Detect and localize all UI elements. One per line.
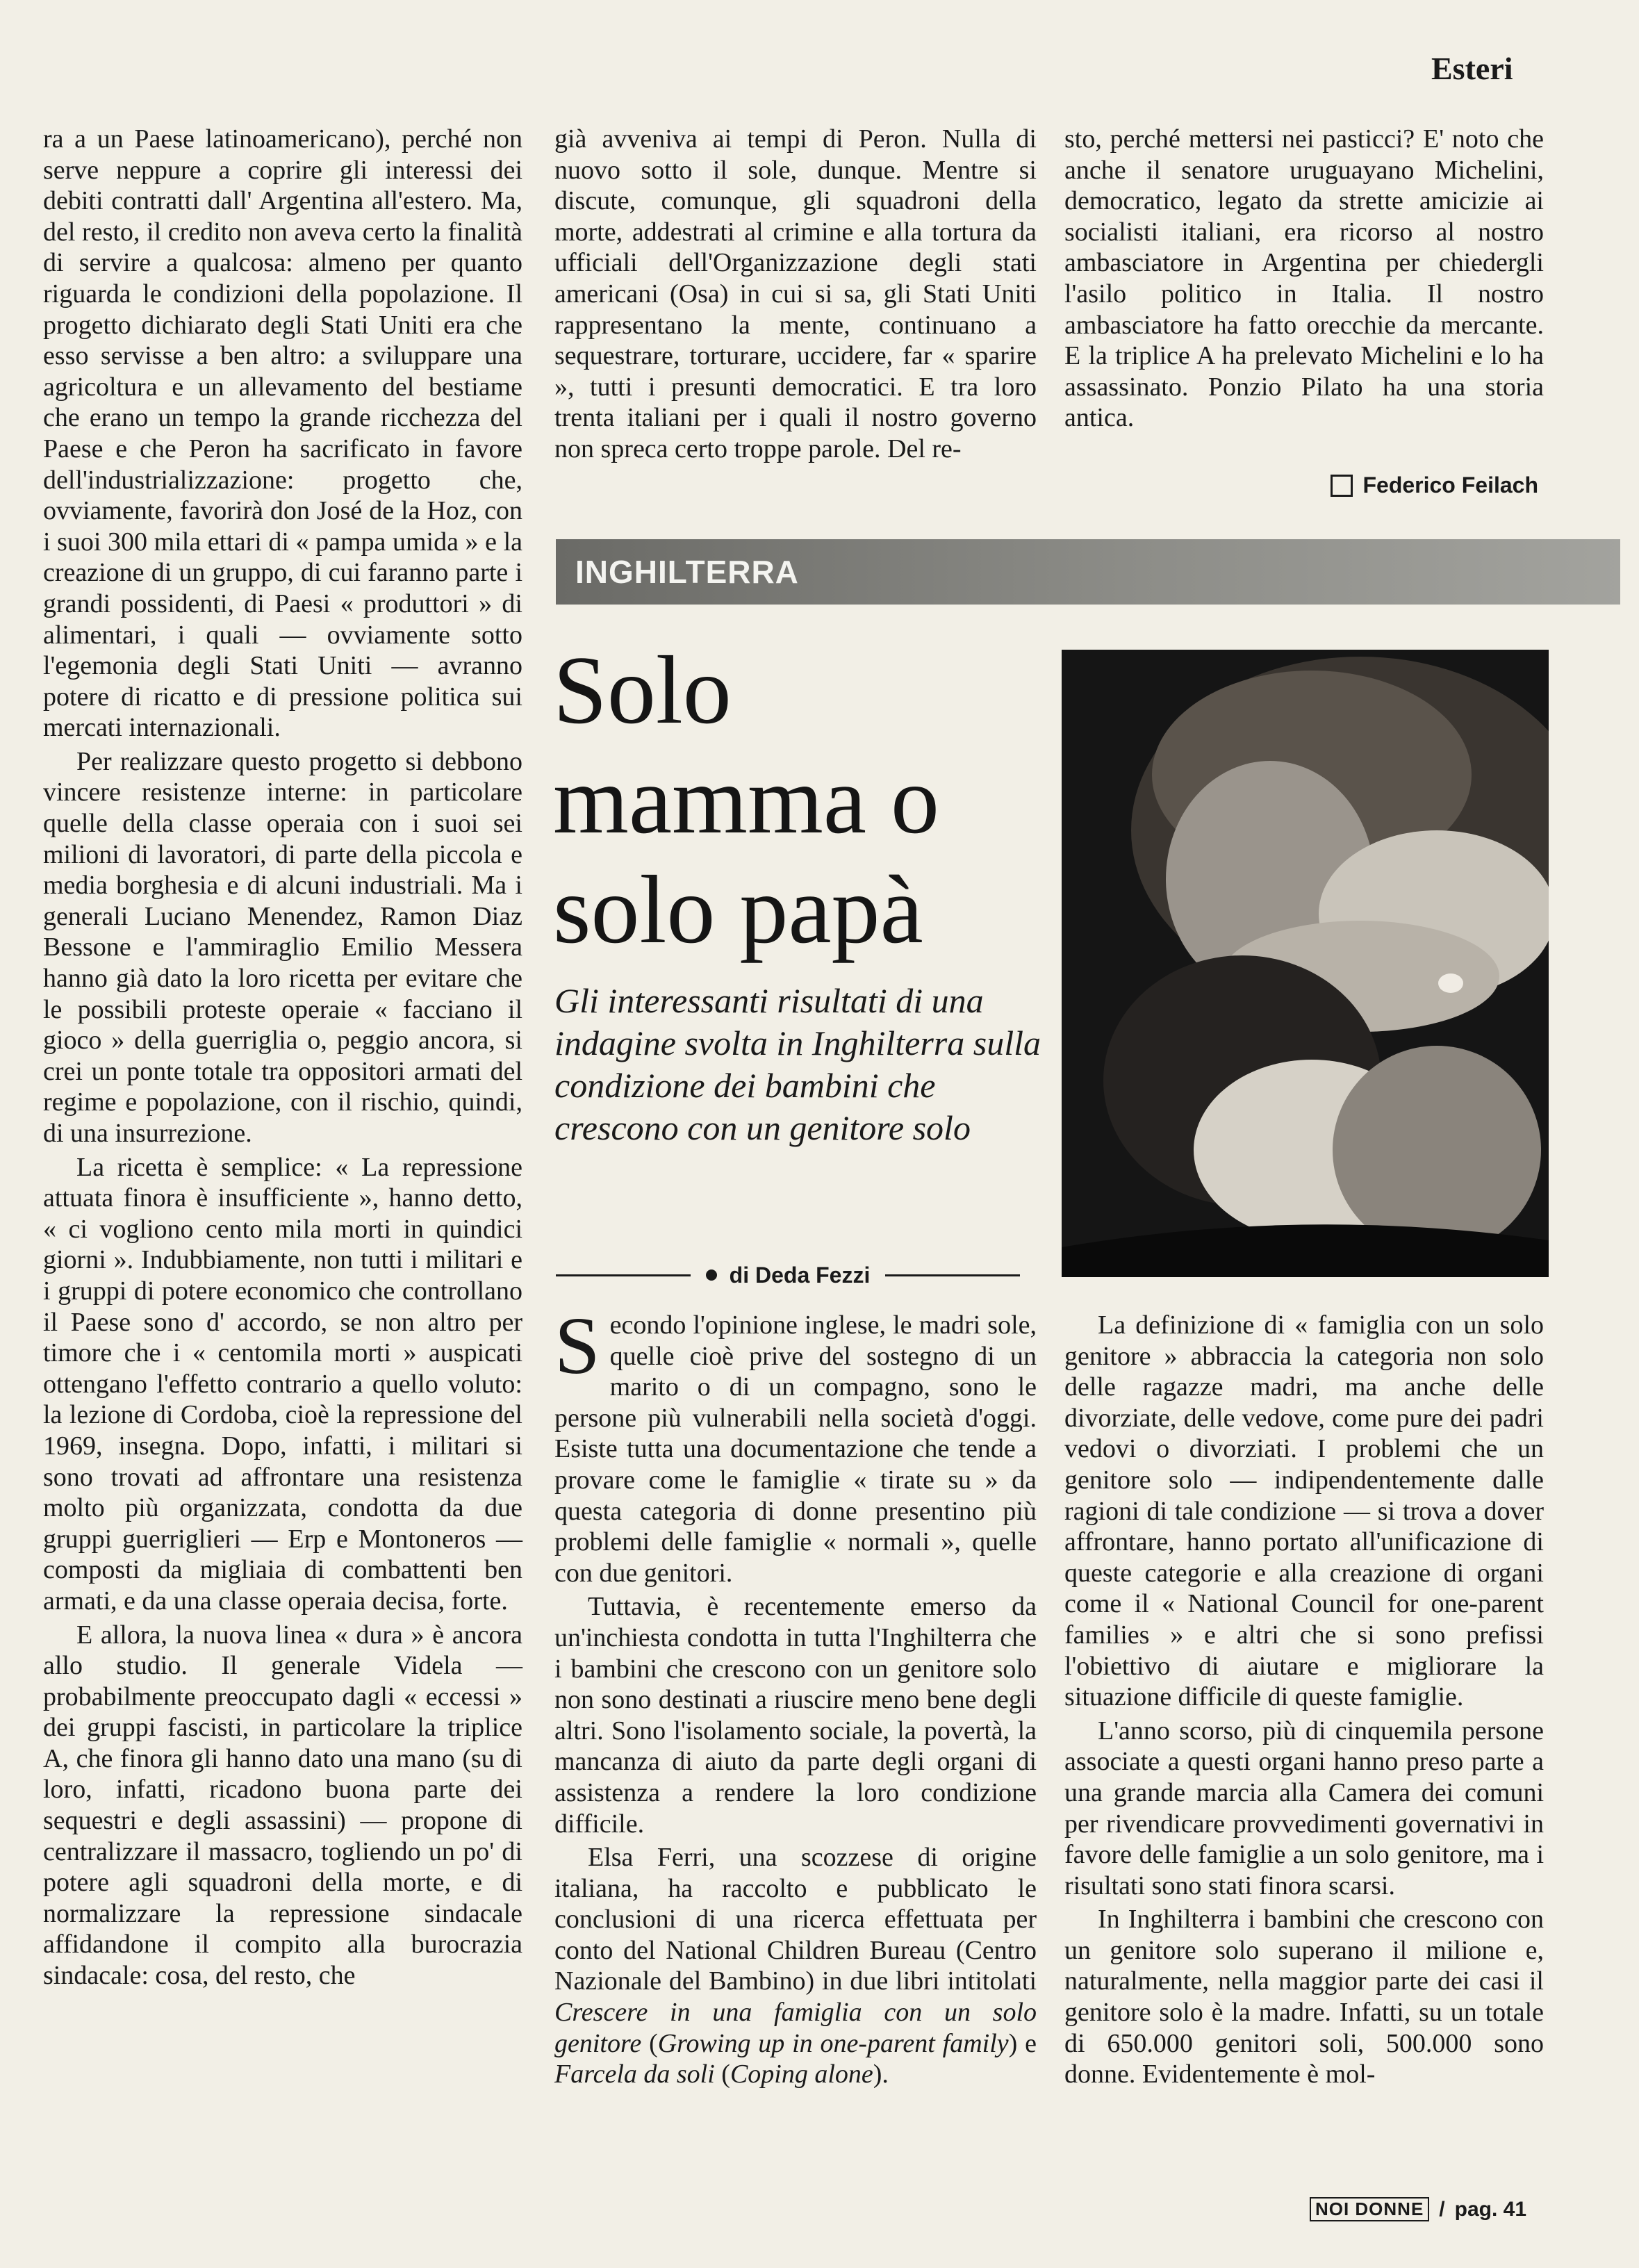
author-name: Federico Feilach <box>1362 472 1538 498</box>
new-article-column-2 <box>1064 1310 1544 2090</box>
subheading: Gli interessanti risultati di una indagine svolta in Inghilterra sulla condizione dei bambini che crescono con un genitore solo <box>554 981 1041 1147</box>
top-article-column-3 <box>1064 124 1544 434</box>
connector-text: e <box>1025 2028 1037 2058</box>
paragraph: ra a un Paese latinoamericano), perché non serve neppure a coprire gli interessi dei debiti contratti dall' Argentina all'estero. Ma, del resto, il credito non aveva certo la finalità di servire a qualcosa: almeno per quanto riguarda le condizioni della popolazione. Il progetto dichiarato degli Stati Uniti era che esso servisse a ben altro: a sviluppare una agricoltura e un allevamento del bestiame che erano un tempo la grande ricchezza del Paese e che Peron ha sacrificato in favore dell'industrializzazione: progetto che, ovviamente, favorirà don José de la Hoz, con i suoi 300 mila ettari di « pampa umida » e la creazione di un gruppo, di cui faranno parte i grandi possidenti, di Paesi « produttori » di alimentari, i quali — ovviamente sotto l'egemonia degli Stati Uniti — avranno potere di ricatto e di pressione politica sui mercati internazionali. <box>43 124 522 743</box>
byline-rule-left <box>556 1274 691 1276</box>
article-photo-mother-and-child <box>1062 650 1549 1277</box>
paragraph: L'anno scorso, più di cinquemila persone associate a questi organi hanno preso parte a una grande marcia alla Camera dei comuni per rivendicare provvedimenti governativi in favore delle famiglie a un solo genitore, ma i risultati sono stati finora scarsi. <box>1064 1716 1544 1900</box>
rubric-label: INGHILTERRA <box>575 554 799 590</box>
headline-line: solo papà <box>553 856 923 964</box>
paragraph: La definizione di « famiglia con un solo genitore » abbraccia la categoria non solo delle ragazze madri, ma anche delle divorziate, delle vedove, come pure dei padri vedovi o divorziati. I problemi che un genitore solo — indipendentemente dalle ragioni di tale condizione — si trova a dover affrontare, hanno portato all'unificazione di queste categorie e alla creazione di organi come il « National Council for one-parent families » e altri che si sono prefissi l'obiettivo di aiutare e migliorare la situazione difficile di queste famiglie. <box>1064 1310 1544 1712</box>
paragraph <box>554 1300 1037 1588</box>
book-title: Crescere in una famiglia con un solo genitore <box>554 1998 1037 2058</box>
paragraph: già avveniva ai tempi di Peron. Nulla di nuovo sotto il sole, dunque. Mentre si discute, comunque, gli squadroni della morte, addestrati al crimine e alla tortura da ufficiali dell'Organizzazione degli stati americani (Osa) in cui si sa, gli Stati Uniti rappresentano la mente, continuano a sequestrare, torturare, uccidere, far « sparire », tutti i presunti democratici. E tra loro trenta italiani per i quali il nostro governo non spreca certo troppe parole. Del re- <box>554 124 1037 463</box>
byline-rule-right <box>885 1274 1020 1276</box>
paragraph: E allora, la nuova linea « dura » è ancora allo studio. Il generale Videla — probabilmente preoccupato dagli « eccessi » dei gruppi fascisti, in particolare la triplice A, che finora gli hanno dato una mano (su di loro, infatti, ricadono buona parte dei sequestri e degli assassini) — propone di centralizzare il massacro, togliendo un po' di potere agli squadroni della morte, e di normalizzare la repressione sindacale affidandone il compito alla burocrazia sindacale: cosa, del resto, che <box>43 1620 522 1991</box>
paragraph-text: econdo l'opinione inglese, le madri sole, quelle cioè prive del sostegno di un marito o di un compagno, sono le persone più vulnerabili nella società d'oggi. Esiste tutta una documentazione che tende a provare come le famiglie « tirate su » da questa categoria di donne presentino più problemi delle famiglie « normali », quelle con due genitori. <box>554 1310 1037 1588</box>
dropcap: S <box>554 1300 600 1391</box>
paragraph: In Inghilterra i bambini che crescono con un genitore solo superano il milione e, naturalmente, nella maggior parte dei casi il genitore solo è la madre. Infatti, su un totale di 650.000 genitori soli, 500.000 sono donne. Evidentemente è mol- <box>1064 1905 1544 2089</box>
paragraph: Per realizzare questo progetto si debbono vincere resistenze interne: in particolare quelle della classe operaia con i suoi sei milioni di lavoratori, di parte della piccola e media borghesia e di alcuni industriali. Ma i generali Luciano Menendez, Ramon Diaz Bessone e l'ammiraglio Emilio Messera hanno già dato la loro ricetta per evitare che le possibili proteste operaie « facciano il gioco » della guerriglia o, peggio ancora, si crei un ponte totale tra oppositori armati del regime e popolazione, con il rischio, quindi, di una insurrezione. <box>43 746 522 1148</box>
book-title: Farcela da soli <box>554 2060 715 2089</box>
headline-line: mamma o <box>553 746 939 854</box>
paragraph-text: Elsa Ferri, una scozzese di origine italiana, ha raccolto e pubblicato le conclusioni di una ricerca effettuata per conto del National Children Bureau (Centro Nazionale del Bambino) in due libri intitolati <box>554 1843 1037 1996</box>
paragraph: sto, perché mettersi nei pasticci? E' noto che anche il senatore uruguayano Michelini, democratico, legato da strette amicizie ai socialisti italiani, era ricorso al nostro ambasciatore in Argentina per chiedergli l'asilo politico in Italia. Il nostro ambasciatore ha fatto orecchie da mercante. E la triplice A ha prelevato Michelini e lo ha assassinato. Ponzio Pilato ha una storia antica. <box>1064 124 1544 433</box>
page-number: pag. 41 <box>1454 2197 1526 2221</box>
footer-separator: / <box>1439 2197 1445 2221</box>
bullet-icon <box>706 1269 717 1281</box>
new-article-column-1 <box>554 1300 1037 2090</box>
page-footer <box>1310 2197 1526 2221</box>
byline <box>556 1258 1020 1292</box>
magazine-logo: NOI DONNE <box>1310 2197 1429 2221</box>
headline-line: Solo <box>553 636 732 744</box>
byline-author: di Deda Fezzi <box>729 1262 871 1288</box>
top-article-column-2 <box>554 124 1037 465</box>
top-article-column-1 <box>43 124 522 1991</box>
author-signature <box>1331 472 1538 498</box>
book-title-english: Growing up in one-parent family <box>657 2028 1009 2058</box>
headline <box>553 636 1053 965</box>
photo-illustration <box>1062 650 1549 1277</box>
square-bullet-icon <box>1331 475 1353 497</box>
paragraph: Elsa Ferri, una scozzese di origine italiana, ha raccolto e pubblicato le conclusioni di una ricerca effettuata per conto del National Children Bureau (Centro Nazionale del Bambino) in due libri intitolati Crescere in una famiglia con un solo genitore (Growing up in one-parent family) e Farcela da soli (Coping alone). <box>554 1843 1037 2089</box>
paragraph: Tuttavia, è recentemente emerso da un'inchiesta condotta in tutta l'Inghilterra che i bambini che crescono con un genitore solo non sono destinati a riuscire meno bene degli altri. Sono l'isolamento sociale, la povertà, la mancanza di aiuto da parte degli organi di assistenza a rendere la loro condizione difficile. <box>554 1592 1037 1839</box>
rubric-bar <box>556 539 1620 605</box>
paragraph: La ricetta è semplice: « La repressione attuata finora è insufficiente », hanno detto, « ci vogliono cento mila morti in quindici giorni ». Indubbiamente, non tutti i militari e i gruppi di potere economico che controllano il Paese sono d' accordo, se non altro per timore che i « centomila morti » auspicati ottengano l'effetto contrario a quello voluto: la lezione di Cordoba, cioè la repressione del 1969, insegna. Dopo, infatti, i militari si sono trovati ad affrontare una resistenza molto più organizzata, condotta da due gruppi guerriglieri — Erp e Montoneros — composti da migliaia di combattenti ben armati, e da una classe operaia decisa, forte. <box>43 1152 522 1616</box>
book-title-english: Coping alone <box>730 2060 873 2089</box>
section-label: Esteri <box>1431 51 1513 86</box>
